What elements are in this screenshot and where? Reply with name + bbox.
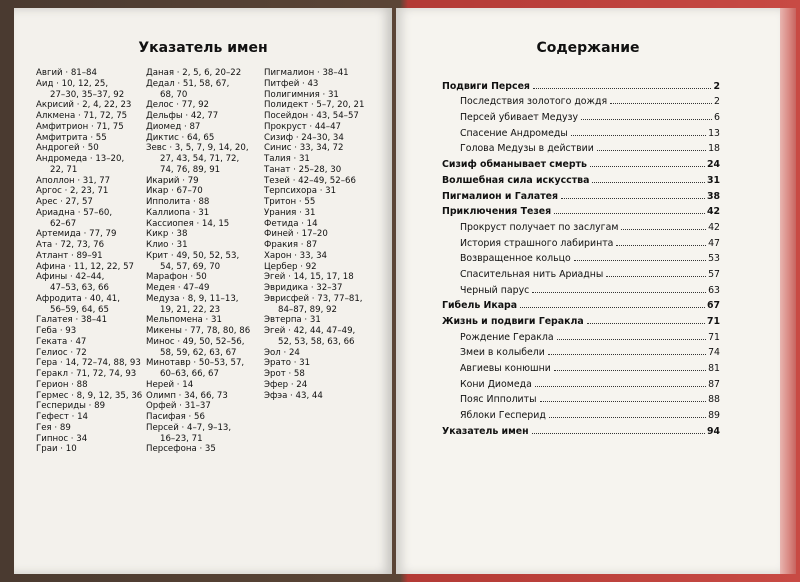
- index-entry-text: Тритон · 55: [264, 197, 316, 207]
- toc-leader-dots: [587, 323, 705, 324]
- toc-section-row: [442, 107, 720, 123]
- toc-label: Авгиевы конюшни: [460, 363, 551, 375]
- index-entry: [146, 176, 262, 187]
- toc-label: Возвращенное кольцо: [460, 253, 571, 265]
- index-entry-text: Эрот · 58: [264, 369, 305, 379]
- index-entry: [36, 272, 142, 294]
- index-entry-text: Полигимния · 31: [264, 89, 339, 100]
- toc-leader-dots: [571, 135, 706, 136]
- index-entry: [146, 219, 262, 230]
- index-entry: [264, 358, 382, 369]
- index-entry-text: Крит · 49, 50, 52, 53,: [146, 250, 240, 261]
- index-entry-text: Акрисий · 2, 4, 22, 23: [36, 100, 132, 111]
- toc-page-number: 81: [708, 363, 720, 375]
- index-entry: [264, 165, 382, 176]
- index-entry: [146, 208, 262, 219]
- index-entry: [146, 111, 262, 122]
- index-entry-text: Эврисфей · 73, 77–81,: [264, 293, 363, 304]
- toc-section-row: [442, 139, 720, 155]
- index-entry: [36, 294, 142, 316]
- index-entry-text: Аргос · 2, 23, 71: [36, 186, 109, 197]
- index-entry: [264, 229, 382, 240]
- index-entry-text: Герион · 88: [36, 379, 88, 390]
- toc-page-number: 42: [708, 221, 720, 233]
- index-entry: [146, 133, 262, 144]
- index-entry-text: Афина · 11, 12, 22, 57: [36, 261, 135, 272]
- left-page-index: [14, 8, 392, 574]
- index-entry: [146, 423, 262, 445]
- toc-leader-dots: [574, 260, 706, 261]
- toc-page-number: 47: [708, 237, 720, 249]
- index-entry-text: Арес · 27, 57: [36, 197, 93, 207]
- index-entry-continuation: 47–53, 63, 66: [50, 283, 109, 293]
- toc-leader-dots: [606, 276, 706, 277]
- index-entry: [36, 251, 142, 262]
- index-entry: [146, 412, 262, 423]
- index-entry-text: Медея · 47–49: [146, 283, 210, 293]
- index-entry-text: Зевс · 3, 5, 7, 9, 14, 20,: [146, 143, 249, 154]
- index-entry-text: Эрато · 31: [264, 358, 311, 369]
- toc-label: Пигмалион и Галатея: [442, 190, 559, 202]
- toc-section-row: [442, 405, 720, 421]
- index-entry-text: Галатея · 38–41: [36, 315, 108, 326]
- index-entry: [264, 133, 382, 144]
- index-entry: [36, 100, 142, 111]
- index-entry-text: Диомед · 87: [146, 121, 201, 132]
- index-entry-text: Даная · 2, 5, 6, 20–22: [146, 68, 242, 78]
- index-entry-text: Орфей · 31–37: [146, 401, 211, 412]
- index-entry-text: Аполлон · 31, 77: [36, 175, 111, 186]
- index-entry: [264, 197, 382, 208]
- index-entry: [146, 326, 262, 337]
- index-entry-continuation: 52, 53, 58, 63, 66: [278, 336, 355, 347]
- index-entry: [146, 122, 262, 133]
- index-entry-continuation: 27–30, 35–37, 92: [50, 89, 125, 100]
- index-entry: [146, 283, 262, 294]
- index-entry: [36, 176, 142, 187]
- index-entry-text: Андромеда · 13–20,: [36, 154, 125, 164]
- toc-section-row: [442, 92, 720, 108]
- index-entry: [36, 326, 142, 337]
- index-entry-text: Алкмена · 71, 72, 75: [36, 111, 128, 121]
- index-entry: [36, 348, 142, 359]
- index-entry-text: Тезей · 42–49, 52–66: [264, 175, 356, 186]
- index-column-1: [36, 68, 142, 455]
- index-entry-continuation: 58, 59, 62, 63, 67: [160, 347, 237, 358]
- index-entry: [264, 283, 382, 294]
- toc-leader-dots: [540, 401, 707, 402]
- index-entry: [264, 391, 382, 402]
- index-entry: [36, 401, 142, 412]
- index-entry-text: Финей · 17–20: [264, 229, 328, 240]
- index-entry: [146, 143, 262, 175]
- index-entry: [264, 186, 382, 197]
- toc-page-number: 18: [708, 143, 720, 155]
- index-entry: [146, 197, 262, 208]
- index-entry: [146, 100, 262, 111]
- index-entry: [36, 380, 142, 391]
- index-title: Указатель имен: [138, 40, 268, 56]
- index-entry-continuation: 62–67: [50, 218, 77, 229]
- index-entry: [146, 391, 262, 402]
- toc-chapter-row: [442, 186, 720, 202]
- toc-chapter-row: [442, 202, 720, 218]
- index-entry: [146, 380, 262, 391]
- index-entry: [264, 240, 382, 251]
- index-entry-text: Геракл · 71, 72, 74, 93: [36, 369, 137, 379]
- toc-page-number: 63: [708, 284, 720, 296]
- index-entry-text: Медуза · 8, 9, 11–13,: [146, 293, 239, 304]
- toc-page-number: 74: [708, 347, 720, 359]
- index-entry: [36, 391, 142, 402]
- index-entry: [146, 240, 262, 251]
- index-entry: [146, 337, 262, 359]
- index-entry-text: Минотавр · 50–53, 57,: [146, 358, 245, 369]
- index-entry: [264, 369, 382, 380]
- index-entry-text: Гефест · 14: [36, 412, 89, 422]
- index-entry: [36, 423, 142, 434]
- index-entry-text: Амфитрион · 71, 75: [36, 121, 124, 132]
- toc-page-number: 6: [714, 112, 720, 124]
- index-entry: [264, 79, 382, 90]
- index-entry-text: Ата · 72, 73, 76: [36, 240, 105, 250]
- index-entry: [36, 122, 142, 133]
- toc-leader-dots: [533, 88, 712, 89]
- table-of-contents: [442, 76, 720, 437]
- index-entry: [264, 262, 382, 273]
- toc-leader-dots: [554, 370, 706, 371]
- index-entry-text: Нерей · 14: [146, 379, 194, 390]
- toc-section-row: [442, 327, 720, 343]
- index-entry-text: Атлант · 89–91: [36, 250, 103, 261]
- toc-section-row: [442, 123, 720, 139]
- index-entry: [264, 380, 382, 391]
- index-entry: [264, 111, 382, 122]
- contents-title: Содержание: [536, 40, 640, 56]
- index-entry: [36, 262, 142, 273]
- index-entry: [264, 154, 382, 165]
- index-entry-text: Диктис · 64, 65: [146, 132, 215, 143]
- index-entry-text: Урания · 31: [264, 207, 316, 218]
- index-entry-text: Каллиопа · 31: [146, 207, 210, 218]
- index-entry-text: Прокруст · 44–47: [264, 121, 341, 132]
- toc-page-number: 71: [706, 316, 720, 327]
- index-entry: [264, 143, 382, 154]
- toc-label: Спасение Андромеды: [460, 127, 568, 139]
- toc-label: Жизнь и подвиги Геракла: [442, 316, 584, 327]
- index-entry-text: Микены · 77, 78, 80, 86: [146, 326, 251, 336]
- index-entry-text: Питфей · 43: [264, 78, 319, 89]
- right-page-contents: [396, 8, 780, 574]
- index-entry-text: Авгий · 81–84: [36, 68, 97, 78]
- index-entry-text: Эфэа · 43, 44: [264, 390, 323, 401]
- toc-page-number: 42: [706, 206, 720, 218]
- index-entry: [146, 401, 262, 412]
- index-entry: [146, 186, 262, 197]
- index-column-2: [146, 68, 262, 455]
- index-entry: [36, 208, 142, 230]
- toc-page-number: 13: [708, 127, 720, 139]
- toc-label: Указатель имен: [442, 425, 529, 437]
- index-entry-text: Эвридика · 32–37: [264, 283, 343, 293]
- index-entry: [146, 444, 262, 455]
- index-entry-text: Гермес · 8, 9, 12, 35, 36: [36, 390, 143, 401]
- toc-leader-dots: [554, 213, 705, 214]
- index-entry: [146, 251, 262, 273]
- index-entry-text: Персей · 4–7, 9–13,: [146, 422, 232, 433]
- index-entry: [36, 358, 142, 369]
- index-entry-text: Эгей · 42, 44, 47–49,: [264, 326, 356, 336]
- index-entry-continuation: 74, 76, 89, 91: [160, 164, 221, 175]
- index-entry-text: Олимп · 34, 66, 73: [146, 390, 228, 401]
- toc-page-number: 53: [708, 253, 720, 265]
- index-entry-continuation: 22, 71: [50, 164, 78, 175]
- index-entry-text: Пасифая · 56: [146, 412, 205, 422]
- toc-leader-dots: [597, 150, 706, 151]
- index-entry: [146, 79, 262, 101]
- toc-label: Рождение Геракла: [460, 331, 554, 343]
- toc-section-row: [442, 390, 720, 406]
- toc-label: Гибель Икара: [442, 300, 518, 312]
- index-entry-text: Икар · 67–70: [146, 186, 203, 197]
- index-entry-text: Икарий · 79: [146, 175, 199, 186]
- toc-leader-dots: [616, 245, 706, 246]
- toc-label: Приключения Тезея: [442, 206, 552, 218]
- index-entry-text: Эол · 24: [264, 347, 300, 358]
- index-entry-text: Эвтерпа · 31: [264, 315, 321, 326]
- index-entry: [146, 315, 262, 326]
- index-entry: [36, 79, 142, 101]
- toc-leader-dots: [590, 166, 705, 167]
- index-entry: [36, 444, 142, 455]
- index-entry: [36, 111, 142, 122]
- index-entry: [264, 348, 382, 359]
- toc-leader-dots: [621, 229, 706, 230]
- toc-page-number: 24: [706, 159, 720, 171]
- index-entry-text: Афродита · 40, 41,: [36, 293, 120, 304]
- index-entry-text: Фетида · 14: [264, 218, 318, 229]
- index-entry-text: Персефона · 35: [146, 444, 216, 455]
- index-entry: [264, 272, 382, 283]
- toc-section-row: [442, 249, 720, 265]
- index-entry-text: Цербер · 92: [264, 261, 317, 272]
- toc-leader-dots: [592, 182, 705, 183]
- toc-label: История страшного лабиринта: [460, 237, 614, 249]
- toc-chapter-row: [442, 296, 720, 312]
- toc-label: Змеи в колыбели: [460, 347, 545, 359]
- index-entry: [264, 68, 382, 79]
- index-entry: [264, 294, 382, 316]
- toc-leader-dots: [557, 339, 706, 340]
- index-entry-text: Кассиопея · 14, 15: [146, 218, 230, 229]
- index-entry-text: Посейдон · 43, 54–57: [264, 111, 359, 121]
- index-entry-continuation: 19, 21, 22, 23: [160, 304, 221, 315]
- toc-label: Пояс Ипполиты: [460, 394, 537, 406]
- index-entry-text: Андрогей · 50: [36, 143, 99, 154]
- toc-chapter-row: [442, 170, 720, 186]
- toc-leader-dots: [535, 386, 706, 387]
- index-entry-text: Гипнос · 34: [36, 433, 88, 444]
- index-entry: [146, 68, 262, 79]
- index-entry: [264, 122, 382, 133]
- toc-leader-dots: [548, 354, 706, 355]
- toc-page-number: 2: [713, 80, 720, 92]
- index-entry: [264, 208, 382, 219]
- index-entry-text: Харон · 33, 34: [264, 250, 328, 261]
- toc-label: Персей убивает Медузу: [460, 112, 579, 124]
- toc-section-row: [442, 233, 720, 249]
- book-cover-edge: [780, 8, 796, 574]
- index-entry-continuation: 56–59, 64, 65: [50, 304, 109, 315]
- index-entry-text: Клио · 31: [146, 240, 188, 250]
- index-entry: [264, 326, 382, 348]
- index-entry-text: Геспериды · 89: [36, 401, 106, 412]
- toc-page-number: 88: [708, 394, 720, 406]
- toc-label: Сизиф обманывает смерть: [442, 159, 587, 171]
- toc-section-row: [442, 374, 720, 390]
- index-entry-text: Дельфы · 42, 77: [146, 111, 219, 121]
- index-entry: [146, 358, 262, 380]
- index-entry-text: Ипполита · 88: [146, 197, 210, 207]
- index-entry-text: Сизиф · 24–30, 34: [264, 132, 344, 143]
- index-entry-text: Минос · 49, 50, 52–56,: [146, 336, 245, 347]
- index-entry: [36, 337, 142, 348]
- index-entry-text: Талия · 31: [264, 154, 310, 164]
- toc-page-number: 57: [708, 268, 720, 280]
- index-entry-continuation: 16–23, 71: [160, 433, 203, 444]
- toc-chapter-row: [442, 421, 720, 437]
- toc-label: Черный парус: [460, 284, 530, 296]
- index-entry-continuation: 84–87, 89, 92: [278, 304, 337, 315]
- toc-section-row: [442, 343, 720, 359]
- index-entry: [36, 68, 142, 79]
- toc-leader-dots: [610, 103, 712, 104]
- index-entry: [264, 251, 382, 262]
- index-entry: [36, 154, 142, 176]
- index-entry-text: Полидект · 5–7, 20, 21: [264, 100, 365, 111]
- index-entry: [36, 197, 142, 208]
- index-entry-text: Дедал · 51, 58, 67,: [146, 78, 230, 89]
- toc-label: Яблоки Гесперид: [460, 410, 546, 422]
- toc-label: Волшебная сила искусства: [442, 174, 590, 186]
- index-entry-continuation: 68, 70: [160, 89, 188, 100]
- toc-chapter-row: [442, 76, 720, 92]
- toc-page-number: 38: [706, 190, 720, 202]
- toc-page-number: 94: [706, 425, 720, 437]
- index-entry-text: Геката · 47: [36, 336, 87, 347]
- index-entry-text: Кикр · 38: [146, 229, 188, 240]
- index-entry-text: Геба · 93: [36, 326, 77, 336]
- toc-page-number: 71: [708, 331, 720, 343]
- toc-page-number: 87: [708, 378, 720, 390]
- index-entry: [36, 229, 142, 240]
- index-entry-text: Гелиос · 72: [36, 347, 87, 358]
- index-entry-text: Марафон · 50: [146, 272, 207, 283]
- toc-section-row: [442, 280, 720, 296]
- index-entry-text: Пигмалион · 38–41: [264, 68, 349, 78]
- index-entry: [36, 315, 142, 326]
- index-entry: [264, 219, 382, 230]
- index-entry: [264, 90, 382, 101]
- toc-label: Спасительная нить Ариадны: [460, 268, 604, 280]
- index-entry: [36, 240, 142, 251]
- index-entry-continuation: 27, 43, 54, 71, 72,: [160, 154, 240, 164]
- toc-leader-dots: [581, 119, 712, 120]
- index-entry: [36, 186, 142, 197]
- toc-page-number: 67: [706, 300, 720, 312]
- index-entry-text: Граи · 10: [36, 444, 77, 455]
- index-entry: [264, 176, 382, 187]
- index-entry: [146, 229, 262, 240]
- toc-leader-dots: [549, 417, 706, 418]
- index-entry-text: Терпсихора · 31: [264, 186, 337, 197]
- toc-section-row: [442, 217, 720, 233]
- toc-label: Кони Диомеда: [460, 378, 532, 390]
- toc-page-number: 31: [706, 174, 720, 186]
- index-entry: [36, 133, 142, 144]
- index-entry-continuation: 60–63, 66, 67: [160, 369, 219, 379]
- toc-leader-dots: [532, 433, 705, 434]
- toc-leader-dots: [520, 307, 705, 308]
- toc-leader-dots: [561, 198, 705, 199]
- index-entry-text: Аид · 10, 12, 25,: [36, 78, 109, 89]
- index-entry-continuation: 54, 57, 69, 70: [160, 261, 221, 272]
- index-entry: [264, 100, 382, 111]
- index-entry: [36, 412, 142, 423]
- index-entry-text: Делос · 77, 92: [146, 100, 210, 111]
- index-entry-text: Гея · 89: [36, 422, 71, 433]
- index-entry-text: Синис · 33, 34, 72: [264, 143, 344, 154]
- index-entry-text: Танат · 25–28, 30: [264, 164, 342, 175]
- index-entry-text: Эгей · 14, 15, 17, 18: [264, 272, 354, 283]
- toc-leader-dots: [532, 292, 706, 293]
- index-entry: [264, 315, 382, 326]
- toc-label: Прокруст получает по заслугам: [460, 221, 619, 233]
- index-entry-text: Фракия · 87: [264, 240, 318, 250]
- index-entry: [36, 369, 142, 380]
- index-entry: [36, 143, 142, 154]
- index-entry-text: Ариадна · 57–60,: [36, 207, 113, 218]
- toc-chapter-row: [442, 154, 720, 170]
- toc-chapter-row: [442, 311, 720, 327]
- index-entry-text: Амфитрита · 55: [36, 132, 107, 143]
- index-column-3: [264, 68, 382, 401]
- index-entry-text: Артемида · 77, 79: [36, 229, 117, 240]
- index-entry: [36, 434, 142, 445]
- index-entry-text: Гера · 14, 72–74, 88, 93: [36, 358, 141, 369]
- index-entry: [146, 294, 262, 316]
- toc-page-number: 2: [714, 96, 720, 108]
- toc-label: Подвиги Персея: [442, 80, 530, 92]
- toc-section-row: [442, 264, 720, 280]
- toc-label: Последствия золотого дождя: [460, 96, 608, 108]
- toc-section-row: [442, 358, 720, 374]
- index-entry-text: Афины · 42–44,: [36, 272, 105, 283]
- index-entry-text: Эфер · 24: [264, 379, 308, 390]
- toc-label: Голова Медузы в действии: [460, 143, 594, 155]
- index-entry-text: Мельпомена · 31: [146, 315, 222, 326]
- toc-page-number: 89: [708, 410, 720, 422]
- index-entry: [146, 272, 262, 283]
